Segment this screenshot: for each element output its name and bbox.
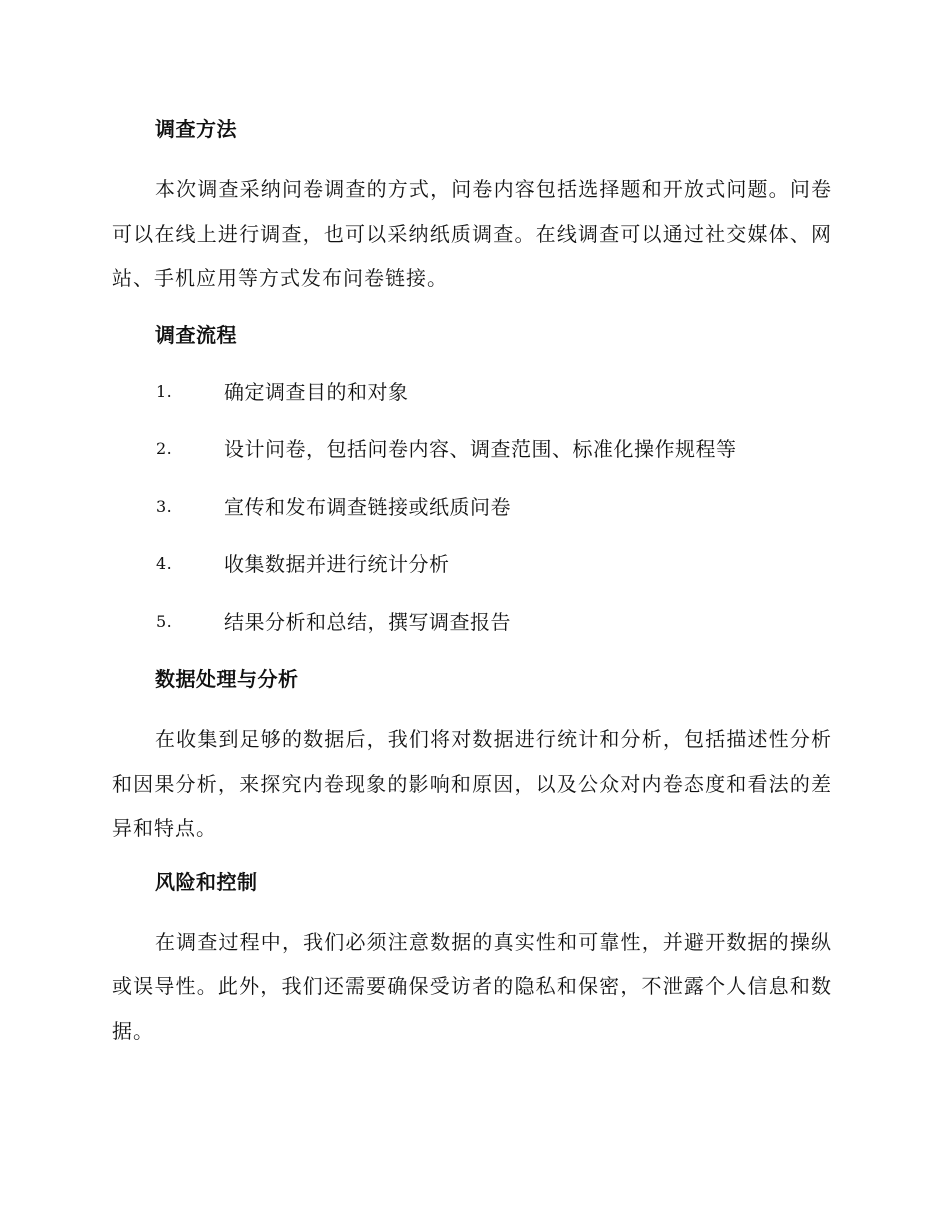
list-item-number: 3. <box>156 496 173 516</box>
list-item <box>112 488 832 526</box>
section-heading-analysis: 数据处理与分析 <box>155 667 299 691</box>
list-item-text: 结果分析和总结，撰写调查报告 <box>224 609 511 634</box>
list-item-text: 设计问卷，包括问卷内容、调查范围、标准化操作规程等 <box>224 437 737 461</box>
list-item-number: 5. <box>156 611 173 631</box>
list-item-number: 4. <box>156 554 173 573</box>
list-item <box>112 545 832 583</box>
list-item-text: 收集数据并进行统计分析 <box>224 552 450 576</box>
process-list <box>112 373 832 641</box>
list-item-text: 确定调查目的和对象 <box>224 379 409 404</box>
list-item-text: 宣传和发布调查链接或纸质问卷 <box>224 494 511 519</box>
document-page <box>112 110 832 1065</box>
list-item-number: 2. <box>156 439 173 458</box>
section-heading-risk: 风险和控制 <box>155 869 258 894</box>
section-body-risk: 在调查过程中，我们必须注意数据的真实性和可靠性，并避开数据的操纵或误导性。此外，我们还需要确保受访者的隐私和保密，不泄露个人信息和数据。 <box>112 929 832 1043</box>
section-body-analysis: 在收集到足够的数据后，我们将对数据进行统计和分析，包括描述性分析和因果分析，来探究内卷现象的影响和原因，以及公众对内卷态度和看法的差异和特点。 <box>112 727 832 840</box>
list-item <box>112 603 832 641</box>
section-body-method: 本次调查采纳问卷调查的方式，问卷内容包括选择题和开放式问题。问卷可以在线上进行调查，也可以采纳纸质调查。在线调查可以通过社交媒体、网站、手机应用等方式发布问卷链接。 <box>112 177 832 290</box>
list-item <box>112 430 832 468</box>
list-item-number: 1. <box>156 381 173 401</box>
section-heading-process: 调查流程 <box>155 322 237 347</box>
list-item <box>112 373 832 411</box>
section-heading-method: 调查方法 <box>155 117 237 141</box>
